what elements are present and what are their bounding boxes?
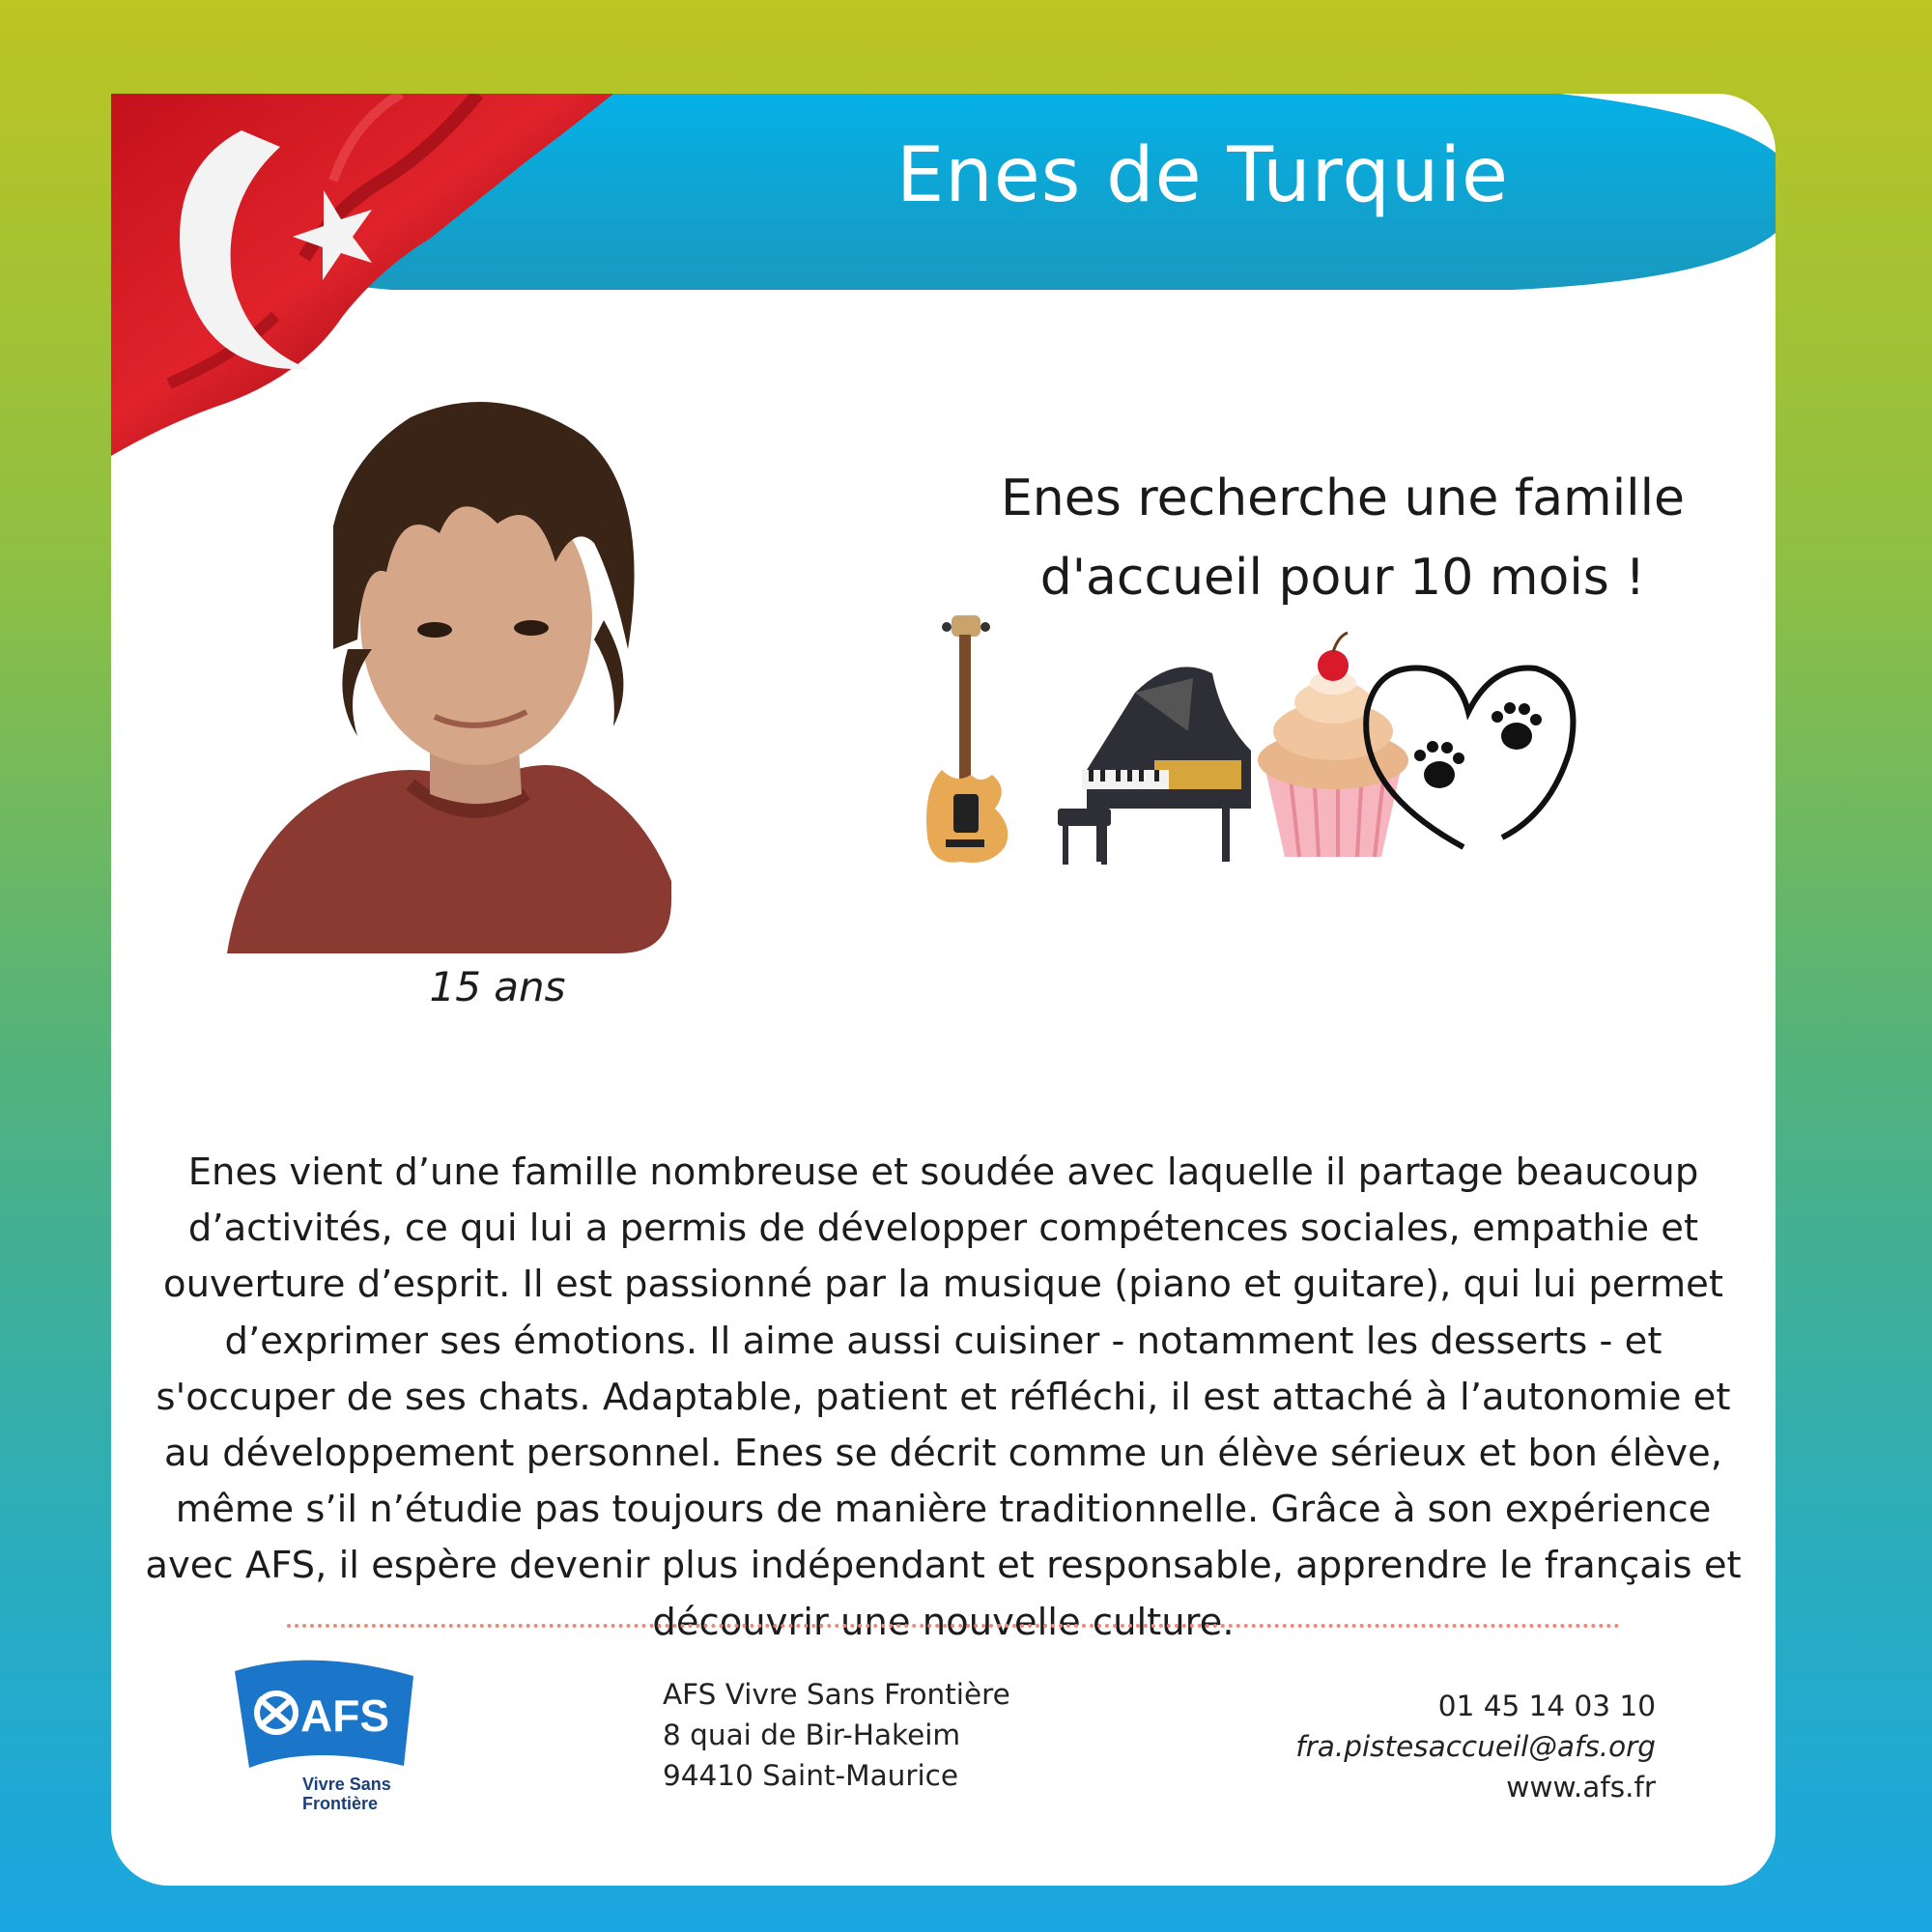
afs-logo-tagline-1: Vivre Sans [302, 1775, 391, 1794]
email-link[interactable]: fra.pistesaccueil@afs.org [1295, 1730, 1656, 1763]
phone-number: 01 45 14 03 10 [1437, 1690, 1656, 1722]
dotted-divider [287, 1624, 1620, 1628]
address-line-3: 94410 Saint-Maurice [663, 1759, 959, 1792]
grand-piano-icon [1058, 667, 1251, 865]
afs-logo-tagline-2: Frontière [302, 1794, 379, 1813]
bio-paragraph: Enes vient d’une famille nombreuse et soudée avec laquelle il partage beaucoup d’activités, ce qui lui a permis de développer compétences sociales, empathie et ouverture d’esprit. Il est passionné par la musique (piano et guitare), qui lui permet d’exprimer ses émotions. Il aime aussi cuisiner - notamment les desserts - et s'occuper de ses chats. Adaptable, patient et réfléchi, il est attaché à l’autonomie et au développement personnel. Enes se décrit comme un élève sérieux et bon élève, même s’il n’étudie pas toujours de manière traditionnelle. Grâce à son expérience avec AFS, il espère devenir plus indépendant et responsable, apprendre le français et découvrir une nouvelle culture. [145, 1151, 1742, 1644]
cupcake-icon [1258, 633, 1408, 857]
bass-guitar-icon [926, 615, 1008, 863]
contact-info [1295, 1686, 1656, 1807]
postal-address [663, 1674, 1010, 1796]
page-title: Enes de Turquie [896, 132, 1509, 219]
afs-logo [215, 1652, 438, 1821]
profile-card [111, 94, 1776, 1886]
headline-line-1: Enes recherche une famille [1000, 469, 1686, 527]
address-line-1: AFS Vivre Sans Frontière [663, 1678, 1010, 1711]
address-line-2: 8 quai de Bir-Hakeim [663, 1719, 961, 1751]
student-age: 15 ans [429, 963, 566, 1010]
afs-logo-brand: AFS [300, 1690, 389, 1741]
headline-line-2: d'accueil pour 10 mois ! [1039, 549, 1646, 607]
website-link[interactable]: www.afs.fr [1506, 1771, 1656, 1804]
